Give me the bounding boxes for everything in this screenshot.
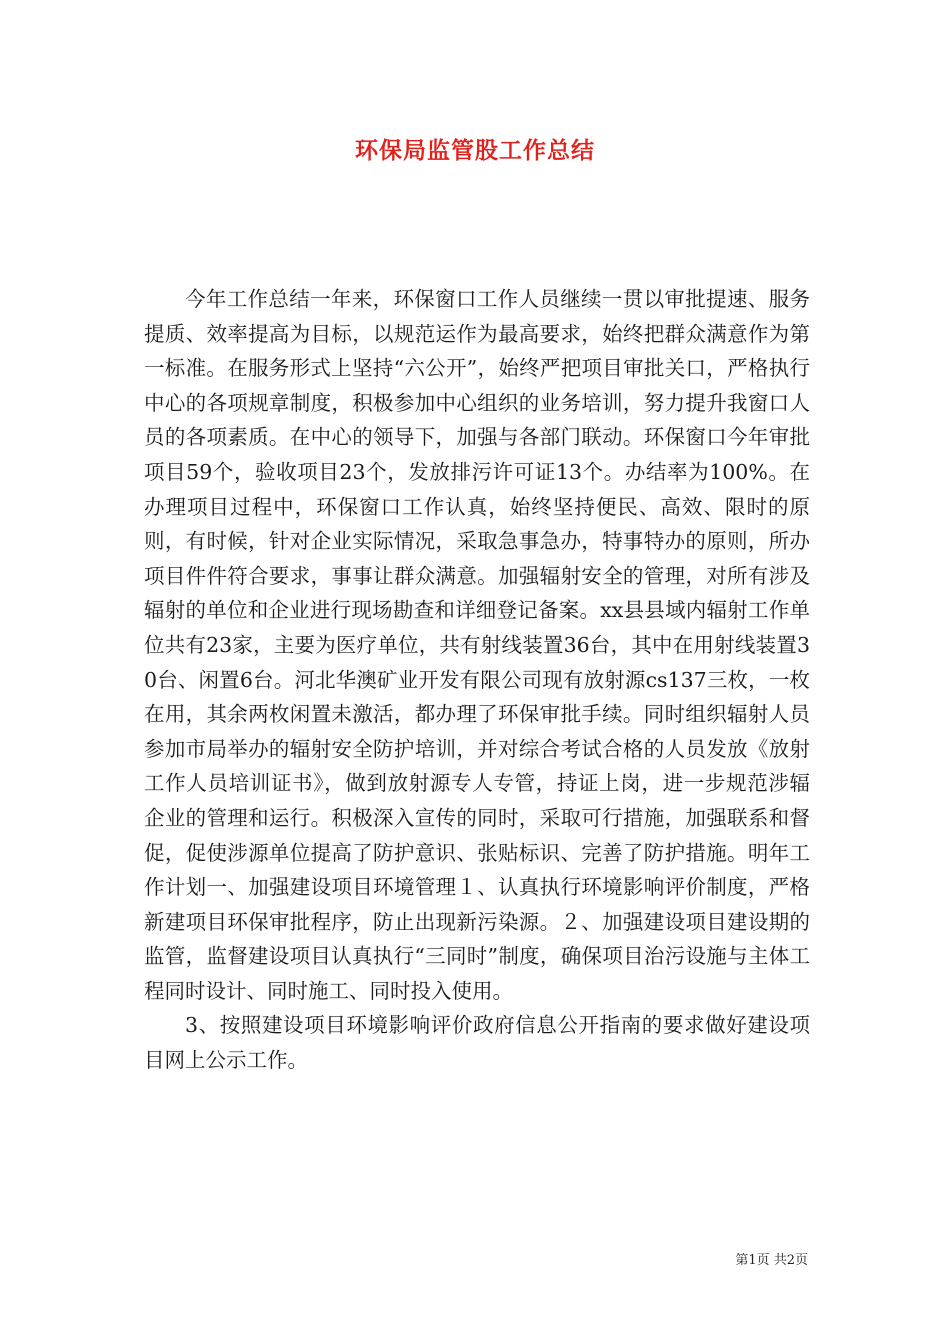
page-number-footer: 第1页 共2页: [735, 1253, 808, 1268]
body-paragraph-2: 3、按照建设项目环境影响评价政府信息公开指南的要求做好建设项目网上公示工作。: [144, 1013, 810, 1073]
document-title: 环保局监管股工作总结: [355, 138, 595, 164]
body-paragraph-1: 今年工作总结一年来，环保窗口工作人员继续一贯以审批提速、服务提质、效率提高为目标，以规范运作为最高要求，始终把群众满意作为第一标准。在服务形式上坚持“六公开”，始终严把项目审批关口，严格执行中心的各项规章制度，积极参加中心组织的业务培训，努力提升我窗口人员的各项素质。在中心的领导下，加强与各部门联动。环保窗口今年审批项目59个，验收项目23个，发放排污许可证13个。办结率为100%。在办理项目过程中，环保窗口工作认真，始终坚持便民、高效、限时的原则，有时候，针对企业实际情况，采取急事急办，特事特办的原则，所办项目件件符合要求，事事让群众满意。加强辐射安全的管理，对所有涉及辐射的单位和企业进行现场勘查和详细登记备案。xx县县域内辐射工作单位共有23家，主要为医疗单位，共有射线装置36台，其中在用射线装置30台、闲置6台。河北华澳矿业开发有限公司现有放射源cs137三枚，一枚在用，其余两枚闲置未激活，都办理了环保审批手续。同时组织辐射人员参加市局举办的辐射安全防护培训，并对综合考试合格的人员发放《放射工作人员培训证书》，做到放射源专人专管，持证上岗，进一步规范涉辐企业的管理和运行。积极深入宣传的同时，采取可行措施，加强联系和督促，促使涉源单位提高了防护意识、张贴标识、完善了防护措施。明年工作计划一、加强建设项目环境管理１、认真执行环境影响评价制度，严格新建项目环保审批程序，防止出现新污染源。２、加强建设项目建设期的监管，监督建设项目认真执行“三同时”制度，确保项目治污设施与主体工程同时设计、同时施工、同时投入使用。: [144, 287, 810, 1003]
document-body: [144, 282, 810, 1078]
